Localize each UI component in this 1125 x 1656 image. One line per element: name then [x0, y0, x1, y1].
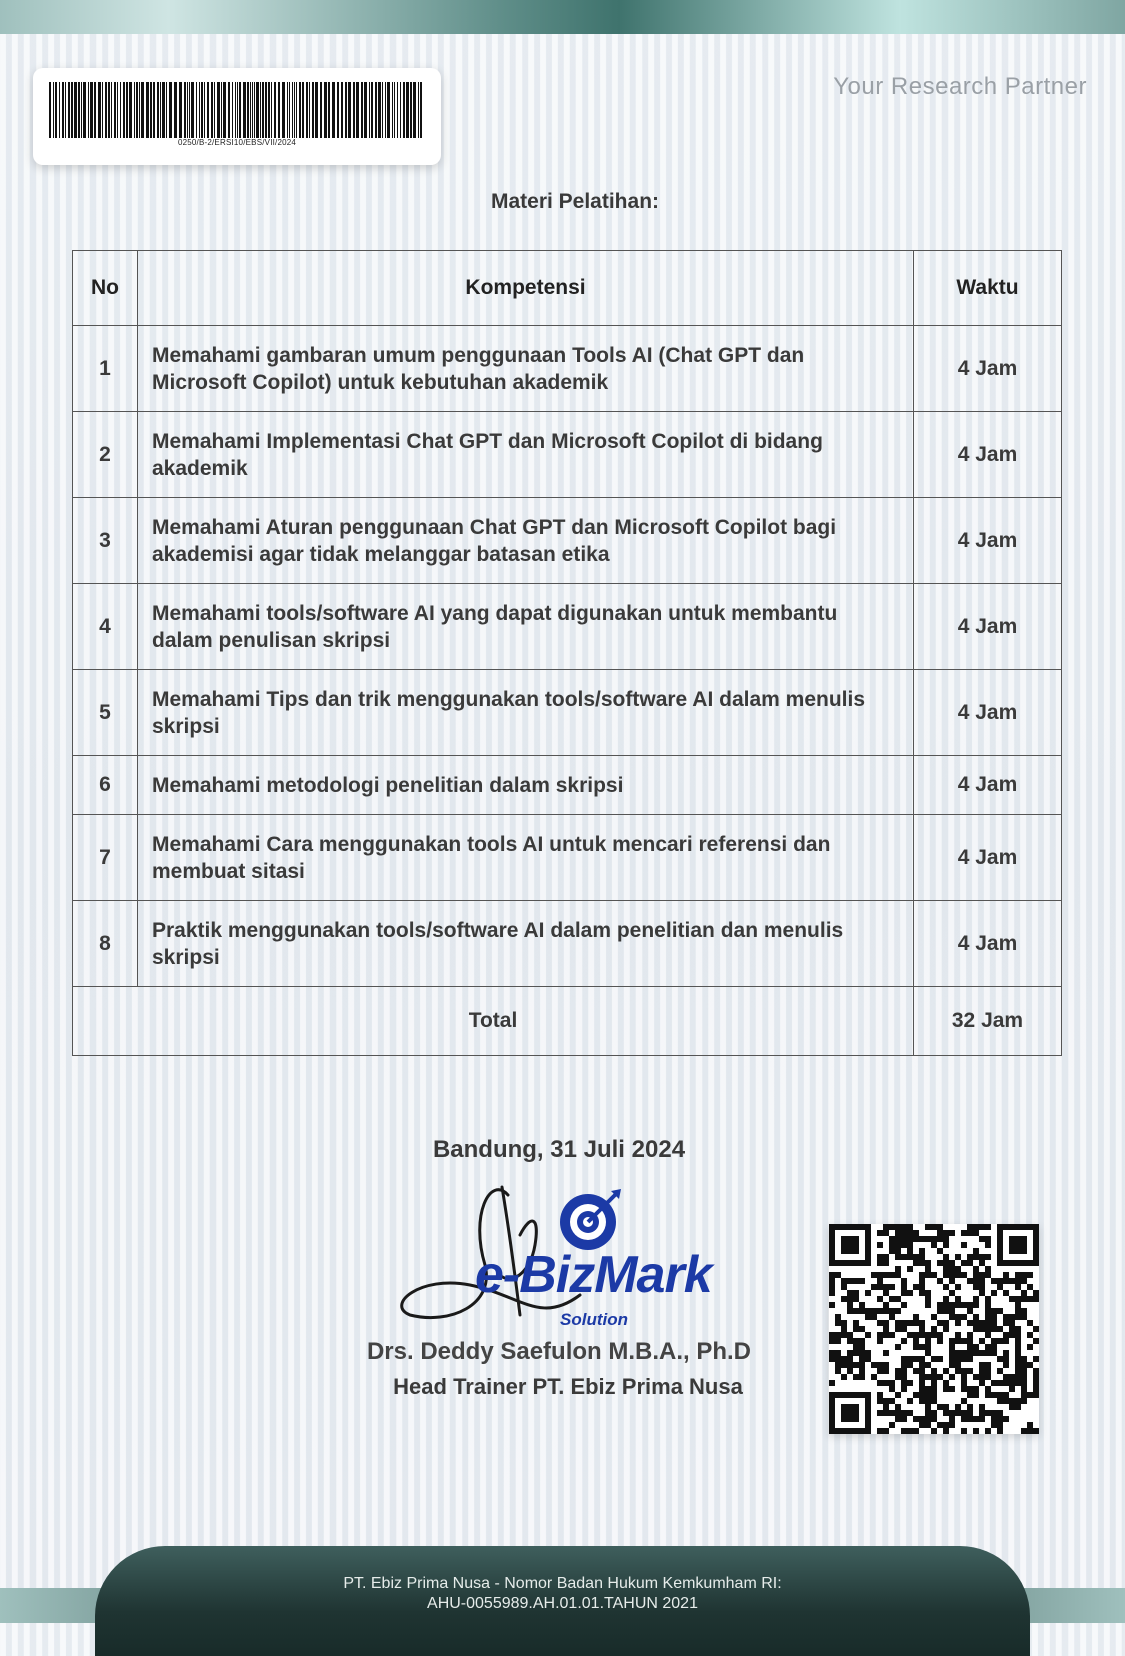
- company-logo-subtext: Solution: [560, 1310, 628, 1329]
- row-no: 8: [73, 901, 138, 987]
- table-row: [73, 498, 1062, 584]
- table-row: [73, 670, 1062, 756]
- row-no: 6: [73, 756, 138, 815]
- total-label: Total: [73, 987, 914, 1056]
- table-row: [73, 326, 1062, 412]
- row-kompetensi: Memahami Implementasi Chat GPT dan Microsoft Copilot di bidang akademik: [138, 412, 914, 498]
- row-kompetensi: Memahami Aturan penggunaan Chat GPT dan Microsoft Copilot bagi akademisi agar tidak melanggar batasan etika: [138, 498, 914, 584]
- row-kompetensi: Memahami Tips dan trik menggunakan tools/software AI dalam menulis skripsi: [138, 670, 914, 756]
- training-materials-table: [72, 250, 1062, 1056]
- row-kompetensi: Praktik menggunakan tools/software AI dalam penelitian dan menulis skripsi: [138, 901, 914, 987]
- table-row: [73, 815, 1062, 901]
- row-kompetensi: Memahami gambaran umum penggunaan Tools AI (Chat GPT dan Microsoft Copilot) untuk kebutuhan akademik: [138, 326, 914, 412]
- row-kompetensi: Memahami metodologi penelitian dalam skripsi: [138, 756, 914, 815]
- place-date: Bandung, 31 Juli 2024: [432, 1136, 686, 1163]
- qr-code-icon: [829, 1224, 1039, 1434]
- signer-name: Drs. Deddy Saefulon M.B.A., Ph.D: [366, 1338, 752, 1365]
- row-no: 7: [73, 815, 138, 901]
- footer-legal-text: [0, 1574, 1125, 1614]
- company-logo-text: e-BizMark: [475, 1246, 712, 1304]
- top-decorative-band: [0, 0, 1125, 34]
- header-kompetensi: Kompetensi: [138, 251, 914, 326]
- row-no: 4: [73, 584, 138, 670]
- row-no: 3: [73, 498, 138, 584]
- row-no: 1: [73, 326, 138, 412]
- row-waktu: 4 Jam: [914, 756, 1062, 815]
- qr-code: [829, 1224, 1039, 1434]
- row-no: 5: [73, 670, 138, 756]
- row-waktu: 4 Jam: [914, 670, 1062, 756]
- section-title: Materi Pelatihan:: [490, 190, 660, 213]
- row-waktu: 4 Jam: [914, 412, 1062, 498]
- header-no: No: [73, 251, 138, 326]
- row-kompetensi: Memahami tools/software AI yang dapat digunakan untuk membantu dalam penulisan skripsi: [138, 584, 914, 670]
- row-waktu: 4 Jam: [914, 815, 1062, 901]
- signer-title: Head Trainer PT. Ebiz Prima Nusa: [393, 1374, 743, 1399]
- row-kompetensi: Memahami Cara menggunakan tools AI untuk mencari referensi dan membuat sitasi: [138, 815, 914, 901]
- table-row: [73, 412, 1062, 498]
- footer-line-2: AHU-0055989.AH.01.01.TAHUN 2021: [427, 1595, 698, 1612]
- table-header-row: [73, 251, 1062, 326]
- total-value: 32 Jam: [914, 987, 1062, 1056]
- row-no: 2: [73, 412, 138, 498]
- row-waktu: 4 Jam: [914, 901, 1062, 987]
- table-total-row: [73, 987, 1062, 1056]
- barcode-number: 0250/B-2/ERSI10/EBS/VII/2024: [177, 138, 297, 147]
- footer-line-1: PT. Ebiz Prima Nusa - Nomor Badan Hukum Kemkumham RI:: [343, 1575, 782, 1592]
- table-row: [73, 756, 1062, 815]
- row-waktu: 4 Jam: [914, 326, 1062, 412]
- row-waktu: 4 Jam: [914, 584, 1062, 670]
- barcode-icon: [49, 82, 425, 138]
- table-row: [73, 584, 1062, 670]
- header-waktu: Waktu: [914, 251, 1062, 326]
- row-waktu: 4 Jam: [914, 498, 1062, 584]
- table-row: [73, 901, 1062, 987]
- tagline: Your Research Partner: [833, 73, 1087, 100]
- barcode-card: [33, 68, 441, 165]
